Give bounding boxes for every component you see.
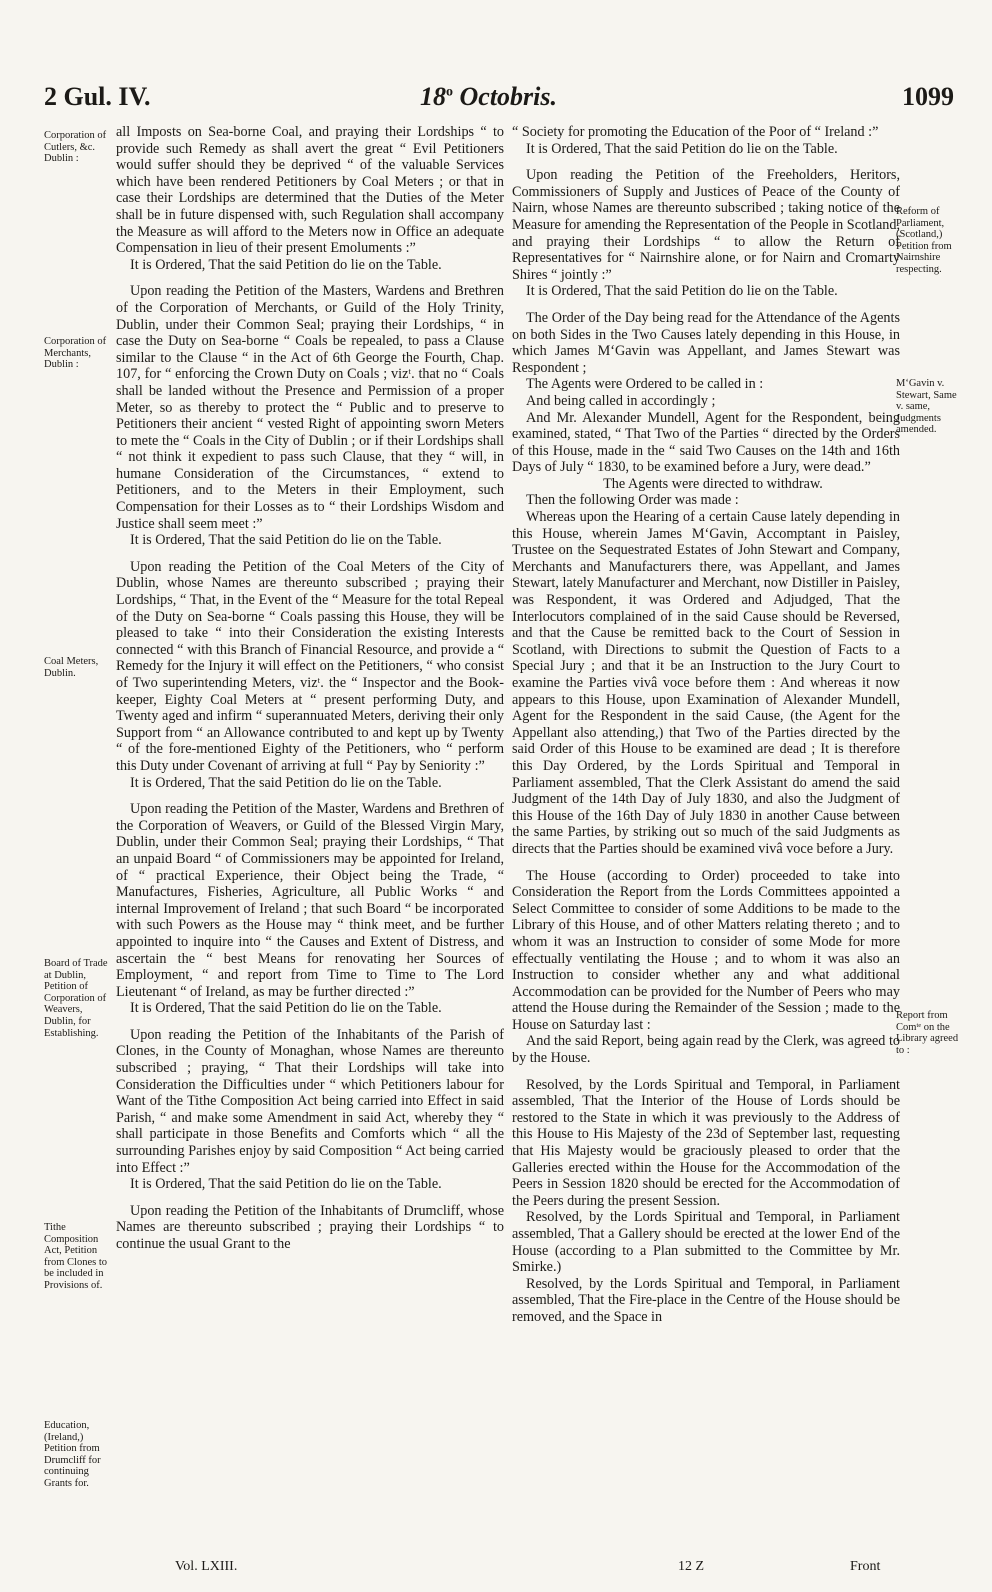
footer-volume: Vol. LXIII. xyxy=(175,1559,238,1574)
paragraph: The Order of the Day being read for the Attendance of the Agents on both Sides in the Two Causes lately depending in this House, in which James M‘Gavin was Appellant, and James Stewart was Respondent ; xyxy=(512,309,900,376)
paragraph: It is Ordered, That the said Petition do lie on the Table. xyxy=(130,532,442,549)
paragraph: It is Ordered, That the said Petition do lie on the Table. xyxy=(130,774,442,791)
paragraph: Upon reading the Petition of the Masters, Wardens and Brethren of the Corporation of Merchants, or Guild of the Holy Trinity, Dublin, under their Common Seal; praying their Lordships, “ in case the Duty on Sea-borne “ Coals be repealed, to pass a Clause similar to the Clause “ in the Act of 6th George the Fourth, Chap. 107, for “ enforcing the Crown Duty on Coals ; vizᵗ. that no “ Coals shall be landed without the Presence and Permission of a proper Meter, so as thereby to protect the “ Public and to preserve to Petitioners their ancient “ vested Right of appointing sworn Meters to mete the “ Coals in the City of Dublin ; or if their Lordships shall “ not think it expedient to pass such Clause, that they “ will, in humane Consideration of the Circumstances, “ extend to Petitioners, and to the Meters in their Employment, such Compensation for their Losses as to “ their Lordships Wisdom and Justice shall seem meet :” xyxy=(116,283,504,532)
side-note-library: Report from Comᵗᵉ on the Library agreed to : xyxy=(896,1010,959,1056)
paragraph: The Agents were directed to withdraw. xyxy=(603,475,823,492)
paragraph: Resolved, by the Lords Spiritual and Temporal, in Parliament assembled, That the Interior of the House of Lords should be restored to the State in which it was previously to the Address of this House to His Majesty of the 23d of September last, requesting that His Majesty would be graciously pleased to order that the Galleries erected within the House for the Accommodation of the Peers in Session 1820 should be erected for the Accommodation of the Peers during the present Session. xyxy=(512,1076,900,1209)
paragraph: It is Ordered, That the said Petition do lie on the Table. xyxy=(130,1176,442,1193)
side-note-tithe: Tithe Composition Act, Petition from Clones to be included in Provisions of. xyxy=(44,1222,107,1291)
paragraph: It is Ordered, That the said Petition do lie on the Table. xyxy=(526,283,838,300)
side-note-coal-meters: Coal Meters, Dublin. xyxy=(44,656,99,679)
header-regnal-year: 2 Gul. IV. xyxy=(44,82,151,111)
side-note-cutlers: Corporation of Cutlers, &c. Dublin : xyxy=(44,130,107,165)
paragraph: The Agents were Ordered to be called in : xyxy=(526,376,764,393)
paragraph: Whereas upon the Hearing of a certain Cause lately depending in this House, wherein James M‘Gavin, Accomptant in Paisley, Trustee on the Sequestrated Estates of John Stewart and Company, Merchants and Manufacturers there, was Appellant, and James Stewart, lately Manufacturer and Merchant, now Distiller in Paisley, was Respondent, it was Ordered and Adjudged, That the Interlocutors complained of in the said Cause should be Reversed, and that the Cause be remitted back to the Court of Session in Scotland, with Directions to submit the Question of Facts to a Special Jury ; and that it be an Instruction to the Jury Court to examine the Parties vivâ voce before them : And whereas it now appears to this House, upon Examination of Alexander Mundell, Agent for the Respondent in the said Cause, (the Agent for the Appellant also attending,) that Two of the Parties directed by the said Order of this House to be examined are dead ; It is therefore this Day Ordered, by the Lords Spiritual and Temporal in Parliament assembled, That the Clerk Assistant do amend the said Judgment of the 14th Day of July 1830, and also the Judgment of this House of the 16th Day of July 1830 in another Cause between the same Parties, by striking out so much of the said Judgments as directs that the Parties should be examined vivâ voce before a Jury. xyxy=(512,509,900,857)
paragraph: Upon reading the Petition of the Master, Wardens and Brethren of the Corporation of Weavers, or Guild of the Blessed Virgin Mary, Dublin, under their Common Seal; praying their Lordships, “ That an unpaid Board “ of Commissioners may be appointed for Ireland, of “ practical Experience, their Object being the Trade, “ Manufactures, Fisheries, Agriculture, all Public Works “ and internal Improvement of Ireland ; that such Board “ be incorporated with such Powers as the House may “ think meet, and be further appointed to inquire into “ the Causes and Extent of Distress, and ascertain the “ best Means for renovating her Sources of Employment, “ and report from Time to Time to The Lord Lieutenant “ of Ireland, as may be further directed :” xyxy=(116,801,504,1000)
paragraph: Resolved, by the Lords Spiritual and Temporal, in Parliament assembled, That a Gallery should be erected at the lower End of the House (according to a Plan submitted to the Committee by Mr. Smirke.) xyxy=(512,1209,900,1276)
paragraph: The House (according to Order) proceeded to take into Consideration the Report from the Lords Committees appointed a Select Committee to consider of some Additions to be made to the Library of this House, and of other Matters relating thereto ; and to whom it was an Instruction to consider of some Mode for more effectually ventilating the House ; and to whom it was also an Instruction to consider whether any and what additional Accommodation can be provided for the Number of Peers who may attend the House during the Remainder of the Session ; made to the House on Saturday last : xyxy=(512,867,900,1033)
header-date-day: 18 xyxy=(420,82,446,111)
side-note-reform: Reform of Parliament, (Scotland,) Petition from Nairnshire respecting. xyxy=(896,206,952,275)
paragraph: And the said Report, being again read by the Clerk, was agreed to by the House. xyxy=(512,1033,900,1067)
header-date-month: Octobris. xyxy=(453,82,557,111)
side-note-mgavin: M‘Gavin v. Stewart, Same v. same, Judgments amended. xyxy=(896,378,957,436)
paragraph: It is Ordered, That the said Petition do lie on the Table. xyxy=(130,1000,442,1017)
paragraph: And being called in accordingly ; xyxy=(526,392,716,409)
paragraph: Upon reading the Petition of the Inhabitants of the Parish of Clones, in the County of Monaghan, whose Names are thereunto subscribed ; praying, “ That their Lordships will take into Consideration the Difficulties under “ which Petitioners labour for Want of the Tithe Composition Act being carried into Effect in said Parish, “ and make some Amendment in said Act, whereby they “ shall participate in those Benefits and Comforts which “ all the surrounding Parishes enjoy by said Composition “ Act being carried into Effect :” xyxy=(116,1026,504,1176)
side-note-weavers: Board of Trade at Dublin, Petition of Corporation of Weavers, Dublin, for Establishing. xyxy=(44,958,108,1039)
footer-catchword: Front xyxy=(850,1559,881,1574)
paragraph: It is Ordered, That the said Petition do lie on the Table. xyxy=(526,140,838,157)
paragraph: Resolved, by the Lords Spiritual and Temporal, in Parliament assembled, That the Fire-place in the Centre of the House should be removed, and the Space in xyxy=(512,1275,900,1325)
paragraph: Then the following Order was made : xyxy=(526,492,739,509)
side-note-merchants: Corporation of Merchants, Dublin : xyxy=(44,336,107,371)
header-page-number: 1099 xyxy=(902,82,954,111)
left-column xyxy=(116,124,504,1253)
right-column xyxy=(512,124,900,1326)
paragraph: And Mr. Alexander Mundell, Agent for the Respondent, being examined, stated, “ That Two of the Parties “ directed by the Orders of this House, made in the “ said Two Causes on the 14th and 16th Days of July “ 1830, to be examined before a Jury, were dead.” xyxy=(512,409,900,476)
header-date xyxy=(420,82,557,112)
footer-signature: 12 Z xyxy=(678,1559,705,1574)
paragraph: Upon reading the Petition of the Inhabitants of Drumcliff, whose Names are thereunto subscribed ; praying their Lordships “ to continue the usual Grant to the xyxy=(116,1202,504,1252)
paragraph: Upon reading the Petition of the Coal Meters of the City of Dublin, whose Names are thereunto subscribed ; praying their Lordships, “ That, in the Event of the “ Measure for the total Repeal of the Duty on Sea-borne “ Coals passing this House, they will be pleased to take “ into their Consideration the existing Interests connected “ with this Branch of Financial Resource, and provide a “ Remedy for the Injury it will effect on the Petitioners, “ who consist of Two superintending Meters, vizᵗ. the “ Inspector and the Book-keeper, Eighty Coal Meters at “ present performing Duty, and Twenty aged and infirm “ superannuated Meters, deriving their only Support from “ an Allowance contributed to and kept up by Twenty “ of the fore-mentioned Eighty of the Petitioners, who “ perform this Duty under Covenant of arriving at full “ Pay by Seniority :” xyxy=(116,558,504,774)
paragraph: all Imposts on Sea-borne Coal, and praying their Lordships “ to provide such Remedy as shall avert the great “ Evil Petitioners would suffer should they be deprived “ of the valuable Services which have been rendered Petitioners by Coal Meters ; or that in case their Lordships are determined that the Duties of the Meter shall be in future dispensed with, such Regulation shall accompany the Measure as will afford to the Meters now in Office an adequate Compensation in lieu of their present Emoluments :” xyxy=(116,124,504,257)
paragraph: Upon reading the Petition of the Freeholders, Heritors, Commissioners of Supply and Justices of Peace of the County of Nairn, whose Names are thereunto subscribed ; taking notice of the Measure for amending the Representation of the People in Scotland, and praying their Lordships “ to allow the Return of Representatives for “ Nairnshire alone, or for Nairn and Cromarty Shires “ jointly :” xyxy=(512,167,900,283)
paragraph: “ Society for promoting the Education of the Poor of “ Ireland :” xyxy=(512,124,879,140)
header-date-sup: o xyxy=(446,84,453,100)
paragraph: It is Ordered, That the said Petition do lie on the Table. xyxy=(130,256,442,273)
side-note-education: Education, (Ireland,) Petition from Drumcliff for continuing Grants for. xyxy=(44,1420,101,1489)
